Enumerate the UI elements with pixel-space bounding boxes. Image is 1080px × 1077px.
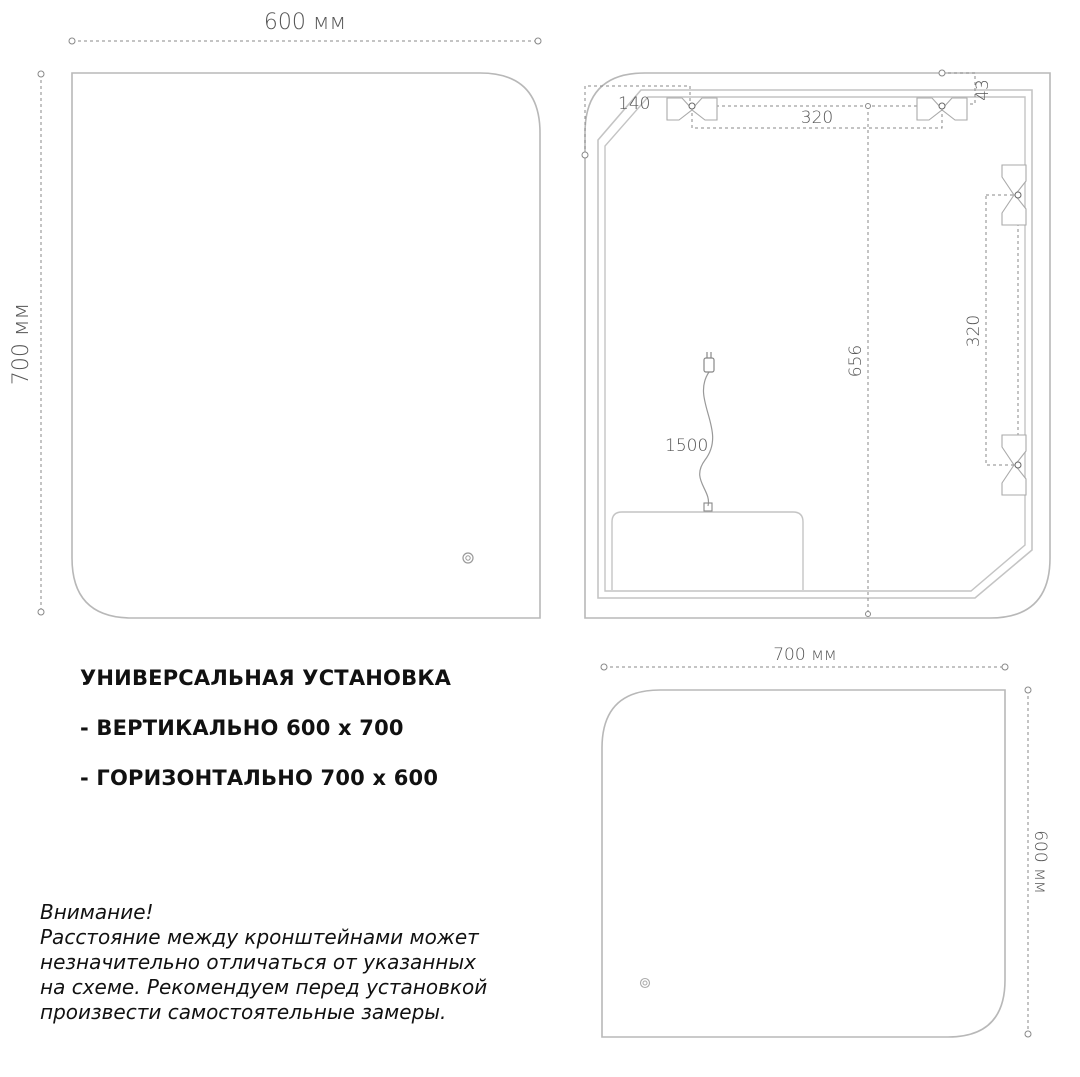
dim-endpoint (1025, 1031, 1031, 1037)
dim-endpoint (38, 609, 44, 615)
horizontal-install-line: - ГОРИЗОНТАЛЬНО 700 х 600 (80, 766, 439, 790)
dim-endpoint (1002, 664, 1008, 670)
plug-icon (704, 352, 714, 372)
power-icon (641, 979, 650, 988)
front-view (38, 38, 541, 618)
warning-line: произвести самостоятельные замеры. (40, 1000, 447, 1024)
bracket-icon (667, 98, 717, 120)
bracket-offset-label: 140 (618, 94, 651, 114)
power-icon (463, 553, 473, 563)
installation-heading: УНИВЕРСАЛЬНАЯ УСТАНОВКА (80, 666, 452, 690)
cable-length-label: 1500 (665, 436, 709, 456)
front-height-label: 700 мм (9, 302, 34, 386)
power-unit-box (612, 512, 803, 590)
horizontal-span-label: 320 (800, 108, 834, 128)
warning-title: Внимание! (40, 900, 154, 924)
warning-line: незначительно отличаться от указанных (40, 950, 477, 974)
vertical-install-line: - ВЕРТИКАЛЬНО 600 х 700 (80, 716, 404, 740)
dim-endpoint (1025, 687, 1031, 693)
dim-endpoint (601, 664, 607, 670)
dim-endpoint (535, 38, 541, 44)
vertical-span-label: 320 (964, 314, 984, 348)
warning-line: Расстояние между кронштейнами может (40, 925, 479, 949)
horizontal-view (601, 664, 1031, 1037)
horizontal-mirror-outline (602, 690, 1005, 1037)
warning-line: на схеме. Рекомендуем перед установкой (40, 975, 488, 999)
dim-endpoint (69, 38, 75, 44)
top-gap-label: 43 (973, 79, 993, 101)
dim-endpoint (582, 152, 588, 158)
horizontal-width-label: 700 мм (773, 645, 837, 665)
dim-endpoint (866, 612, 871, 617)
front-width-label: 600 мм (263, 10, 347, 35)
dim-endpoint (939, 70, 945, 76)
dim-endpoint (866, 104, 871, 109)
warning-note (40, 900, 487, 1025)
back-frame-inner (605, 97, 1025, 591)
inner-height-label: 656 (846, 344, 866, 378)
vertical-span-dim (986, 195, 1018, 465)
dim-endpoint (38, 71, 44, 77)
front-mirror-outline (72, 73, 540, 618)
horizontal-height-label: 600 мм (1030, 830, 1050, 894)
